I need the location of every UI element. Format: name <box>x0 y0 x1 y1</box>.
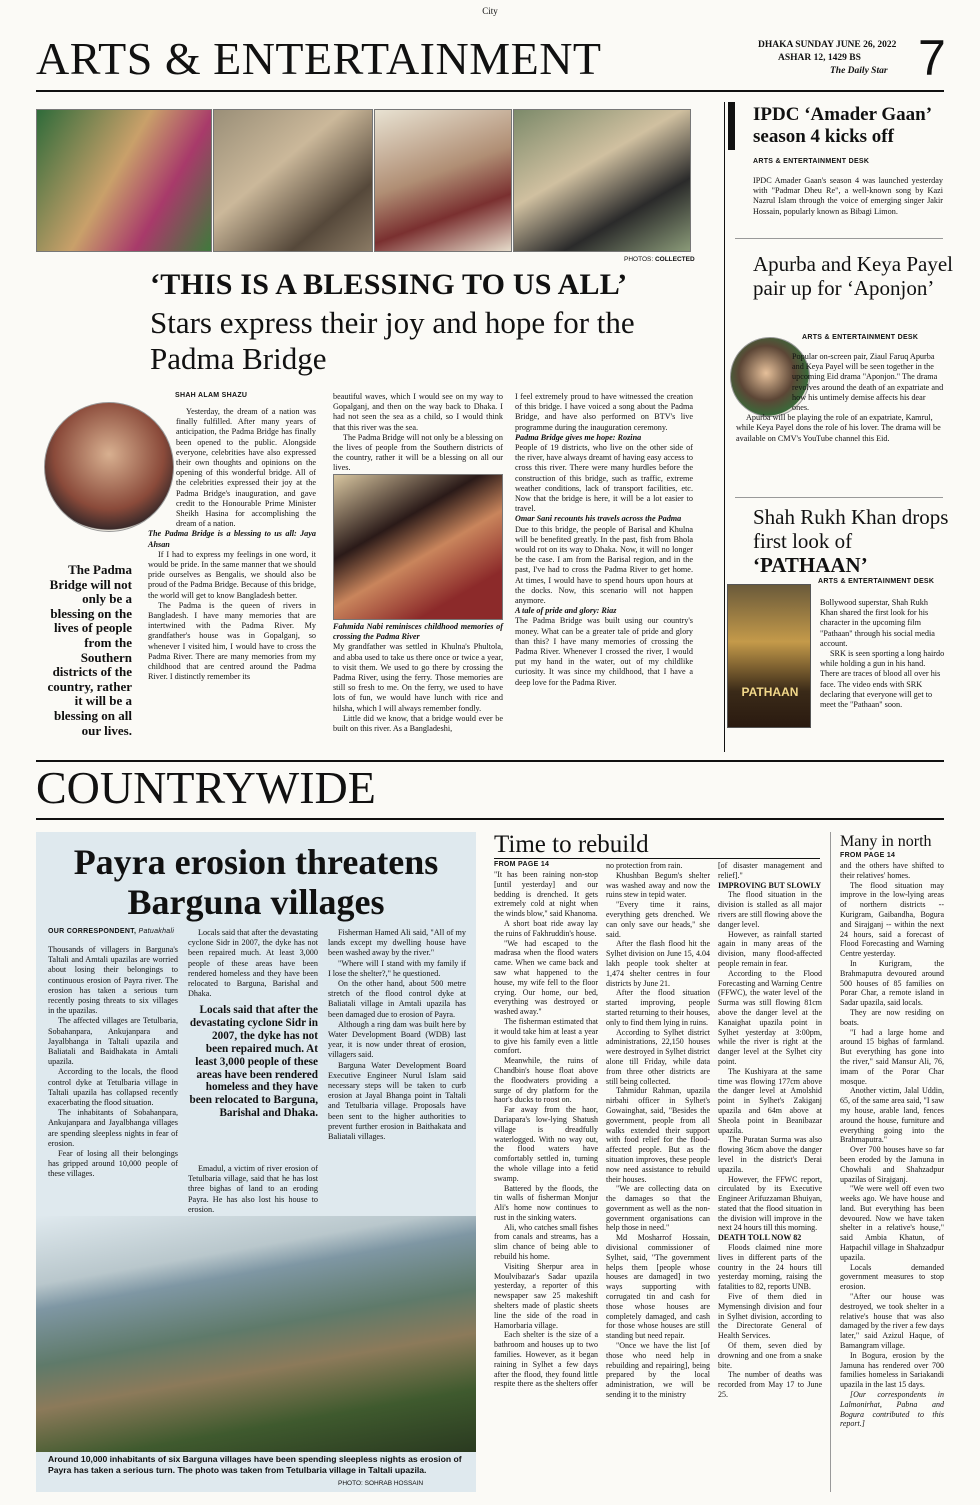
lead-col2-para: The Padma Bridge will not only be a blessing on the lives of people from the Southern districts of the country, rather it will be a blessing on all our lives. <box>333 432 503 473</box>
north-para: In Kurigram, the Brahmaputra devoured around 500 houses of 85 families on Porar Char, a remote island in Sadar upazila, said locals. <box>840 958 944 1008</box>
lead-col1-para: The Padma is the queen of rivers in Bangladesh. I have many memories that are intertwined with the Padma River. My grandfather's house was in Gopalganj, so whenever I visited him, I would have to cross the Padma River. There are many memories from my childhood that are centred around the Padma River. I distinctly remember its <box>148 600 316 682</box>
payra-para: According to the locals, the flood control dyke at Tetulbaria village in Taltali upazila has collapsed recently exacerbating the flood situation. <box>48 1067 178 1108</box>
fahmida-nabi-photo <box>333 474 503 620</box>
north-para: and the others have shifted to their relatives' homes. <box>840 861 944 880</box>
payra-para: Locals said that after the devastating cyclone Sidr in 2007, the dyke has not been repaired much. At least 3,000 people of these areas have been rendered homeless and they have been relocated to Barguna, Barishal and Dhaka. <box>188 928 318 999</box>
aponjon-para: Apurba will be playing the role of an expatriate, Kamrul, while Keya Payel dons the role of his lover. The drama will be available on CMV's YouTube channel this Eid. <box>736 413 941 443</box>
pathaan-headline-b: ‘PATHAAN’ <box>753 553 868 577</box>
lead-col2-para: My grandfather was settled in Khulna's Phultola, and abba used to take us there once or twice a year, to visit them. We used to go there by crossing the Padma River, using the ferry. Those memories are still so fresh to me. On the ferry, we used to have lots of fun, we would have lunch with rice and hilsha, which I will always remember fondly. <box>333 642 503 713</box>
north-column <box>840 861 944 1429</box>
north-para: The flood situation may improve in the low-lying areas of northern districts -- Kurigram, Gaibandha, Bogura and Sirajganj -- within the next 24 hours, said a forecast of Flood Forecasting and Warning Centre yesterday. <box>840 880 944 959</box>
rebuild-para: Tahmidur Rahman, upazila nirbahi officer in Sylhet's Gowainghat, said, "Besides the government, people from all walks extended their support with food relief for the flood-affected people. But as the situation improves, these people now need assistance to rebuild their houses. <box>606 1086 710 1184</box>
lead-byline: SHAH ALAM SHAZU <box>175 392 248 399</box>
lead-col3-para: People of 19 districts, who live on the other side of the river, have always dreamt of having easy access to cross this river. There were many hurdles before the construction of this bridge, such as traffic, extreme weather conditions, lack of transport facilities, etc. Now that the bridge is here, it will be a lot easier to travel. <box>515 443 693 514</box>
section-title: ARTS & ENTERTAINMENT <box>36 33 602 84</box>
aponjon-byline: ARTS & ENTERTAINMENT DESK <box>802 334 919 341</box>
rebuild-column-1 <box>494 870 598 1389</box>
payra-byline-place: Patuakhali <box>138 928 175 935</box>
celebrity-photo-2 <box>213 109 373 252</box>
rebuild-para: However, as rainfall started again in many areas of the division, many flood-affected people remain in fear. <box>718 929 822 968</box>
lead-subhead: Stars express their joy and hope for the Padma Bridge <box>150 305 635 376</box>
payra-para: The inhabitants of Sobahanpara, Ankujanpara and Jayalbhanga villages are spending sleepless nights in fear of erosion. <box>48 1108 178 1148</box>
aponjon-body <box>736 352 944 444</box>
rebuild-headline: Time to rebuild <box>494 831 649 858</box>
lead-col3-subhead: A tale of pride and glory: Riaz <box>515 606 617 616</box>
payra-column-2b <box>188 1164 318 1215</box>
payra-column-1 <box>48 945 178 1180</box>
rebuild-para: no protection from rain. <box>606 861 683 870</box>
rebuild-column-3 <box>718 861 822 1400</box>
poster-title: PATHAAN <box>741 685 799 699</box>
lead-col3-para: I feel extremely proud to have witnessed the creation of this bridge. I have voiced a song about the Padma Bridge, and have also performed on BTV's live programme during the inauguration ceremony. <box>515 392 693 432</box>
lead-column-1 <box>148 407 316 682</box>
north-para: "We were well off even two weeks ago. We have house and land. But everything has been devoured. Now we have taken shelter in a relative's house," said Ambia Khatun, of Hatpachil village in Shahzadpur upazila. <box>840 1184 944 1262</box>
pathaan-poster <box>727 584 811 728</box>
payra-column-3 <box>328 928 466 1142</box>
payra-para: Fear of losing all their belongings has gripped around 10,000 people of these villages. <box>48 1149 178 1179</box>
rebuild-para: Far away from the haor, Dariapara's low-lying Shatush village is dreadfully waterlogged. With no way out, the flood waters have comfortably settled in, turning the whole village into a fetid swamp. <box>494 1105 598 1183</box>
north-para: Locals demanded government measures to stop erosion. <box>840 1262 944 1292</box>
rebuild-column-2 <box>606 861 710 1400</box>
photo-credit <box>624 256 695 263</box>
rebuild-para: Khushban Begum's shelter was washed away and now the ruins stew in tepid water. <box>606 870 710 900</box>
lead-col1-para: Yesterday, the dream of a nation was finally fulfilled. After many years of anticipation, the Padma Bridge has finally been opened to the public. Alongside everyone, celebrities have also expressed their own thoughts and opinions on the opening of this wonderful bridge. All of the celebrities expressed their joy at the Padma Bridge's inauguration, and gave credit to the Honourable Prime Minister Sheikh Hasina for accomplishing the dream of a nation. <box>176 407 316 529</box>
pathaan-byline: ARTS & ENTERTAINMENT DESK <box>818 578 935 585</box>
rebuild-rule <box>494 858 820 859</box>
rebuild-para: The flood situation in the division is stalled as all major rivers are still flowing above the danger level. <box>718 890 822 929</box>
lead-col2-para: beautiful waves, which I would see on my way to Gopalganj, and then on the way back to Dhaka. I had not seen the sea as a child, so I would think that this river was the sea. <box>333 392 503 432</box>
sidebar-top-bar <box>728 102 735 150</box>
lead-col3-subhead: Padma Bridge gives me hope: Rozina <box>515 432 642 442</box>
celebrity-photo-4 <box>513 109 691 252</box>
header-rule <box>36 90 944 92</box>
north-para: Another victim, Jalal Uddin, 65, of the same area said, "I saw my house, arable land, fences around the house, furniture and everything going into the Brahmaputra." <box>840 1086 944 1145</box>
rebuild-para: Of them, seven died by drowning and one from a snake bite. <box>718 1341 822 1370</box>
photo-credit-name: COLLECTED <box>654 256 695 263</box>
north-para: They are now residing on boats. <box>840 1007 944 1027</box>
rebuild-para: The fisherman estimated that it would take him at least a year to give his family even a little comfort. <box>494 1016 598 1056</box>
erosion-photo-credit: PHOTO: SOHRAB HOSSAIN <box>338 1480 424 1487</box>
rebuild-para: The Puratan Surma was also flowing 36cm above the danger level in the district's Derai upazila. <box>718 1135 822 1174</box>
rebuild-para: Floods claimed nine more lives in different parts of the country in the 24 hours till yesterday morning, raising the fatalities to 82, reports UNB. <box>718 1243 822 1292</box>
rebuild-para: Five of them died in Mymensingh division and four in Sylhet division, according to the Directorate General of Health Services. <box>718 1292 822 1341</box>
payra-headline: Payra erosion threatens Barguna villages <box>73 842 439 922</box>
rebuild-para: The Kushiyara at the same time was flowing 177cm above the danger level at Amolshid point in Sylhet's Zakiganj upazila and 64m above at Sheola point in Beanibazar upazila. <box>718 1066 822 1135</box>
payra-byline-name: OUR CORRESPONDENT, <box>48 928 137 935</box>
north-para: "After our house was destroyed, we took shelter in a relative's house that was also damaged by the river a few days later," said Azizul Haque, of Bamangram village. <box>840 1292 944 1351</box>
lead-column-2b <box>333 622 503 734</box>
rebuild-para: Visiting Sherpur area in Moulvibazar's Sadar upazila yesterday, a reporter of this newspaper saw 25 makeshift shelters made of plastic sheets line the side of the road in Hamorbaria village. <box>494 1261 598 1330</box>
payra-para: Fisherman Hamed Ali said, "All of my lands except my dwelling house have been washed away by the river." <box>328 928 466 958</box>
rebuild-para: The number of deaths was recorded from May 17 to June 25. <box>718 1370 822 1400</box>
rebuild-para: After the flood situation started improving, people started returning to their houses, only to find them lying in ruins. <box>606 988 710 1027</box>
lead-column-2 <box>333 392 503 474</box>
erosion-photo <box>36 1216 476 1452</box>
payra-para: Emadul, a victim of river erosion of Tetulbaria village, said that he has lost three bighas of land to an eroding Payra. He has also lost his house to erosion. <box>188 1164 318 1214</box>
rebuild-para: [of disaster management and relief]." <box>718 861 822 880</box>
rebuild-para: "We had escaped to the madrasa when the flood waters came. When we came back and saw what happened to the house, my wife fell to the floor crying. Our home, our bed, everything was destroyed or washed away." <box>494 938 598 1017</box>
rebuild-subhead: IMPROVING BUT SLOWLY <box>718 880 822 890</box>
rebuild-para: Battered by the floods, the tin walls of fisherman Monjur Ali's home now continues to rust in the sinking waters. <box>494 1183 598 1222</box>
lead-col2-para: Little did we know, that a bridge would ever be built on this river. As a Bangladeshi, <box>333 713 503 734</box>
payra-para: Barguna Water Development Board Executive Engineer Nurul Islam said necessary steps will be taken to curb erosion at Jayal Bhanga point in Taltali and Tetulbaria village. Proposals have been sent to the higher authorities to prevent further erosion in Baithakata and Baliatali villages. <box>328 1060 466 1142</box>
sidebar-rule <box>735 497 943 498</box>
rebuild-para: According to Sylhet district administrations, 22,150 houses were destroyed in Sylhet district alone till Friday, while data from three other districts are still being collected. <box>606 1027 710 1086</box>
payra-pullquote: Locals said that after the devastating cyclone Sidr in 2007, the dyke has not been repaired much. At least 3,000 people of these areas have been rendered homeless and they have been relocated to Barguna, Barishal and Dhaka. <box>189 1004 318 1120</box>
erosion-caption: Around 10,000 inhabitants of six Barguna villages have been spending sleepless nights as erosion of Payra has taken a serious turn. The photo was taken from Tetulbaria village in Taltali upazila. <box>48 1454 462 1475</box>
sidebar-rule <box>735 238 943 239</box>
pathaan-headline <box>753 505 953 577</box>
lead-col1-subhead: The Padma Bridge is a blessing to us all: Jaya Ahsan <box>148 529 316 549</box>
pathaan-body <box>820 598 946 710</box>
lead-col3-subhead: Omar Sani recounts his travels across the Padma <box>515 514 682 524</box>
sidebar-divider <box>724 102 725 752</box>
countrywide-title: COUNTRYWIDE <box>36 762 376 813</box>
payra-byline <box>48 928 174 935</box>
countrywide-bottom-rule <box>36 818 944 820</box>
celebrity-photo-1 <box>36 109 212 252</box>
ipdc-headline: IPDC ‘Amader Gaan’ season 4 kicks off <box>753 104 931 147</box>
north-headline: Many in north <box>840 833 932 850</box>
pathaan-para: Bollywood superstar, Shah Rukh Khan shared the first look for his character in the upcoming film "Pathaan" through his social media account. <box>820 598 935 648</box>
lead-col2-subhead: Fahmida Nabi reminisces childhood memories of crossing the Padma River <box>333 622 503 642</box>
ipdc-body: IPDC Amader Gaan's season 4 was launched yesterday with "Padmar Dheu Re", a well-known song by Kazi Nazrul Islam through the voice of emerging singer Jakir Hossain, popularly known as Bibagi Limon. <box>753 176 943 216</box>
north-para: "I had a large home and around 15 bighas of farmland. But everything has gone into the river," said Mansur Ali, 76, imam of the Porar Char mosque. <box>840 1027 944 1086</box>
lead-col1-para: If I had to express my feelings in one word, it would be pride. In the same manner that we should pride ourselves as Bengalis, we should also be proud of the Padma Bridge. Because of this bridge, the world will get to know Bangladesh better. <box>148 549 316 600</box>
aponjon-headline: Apurba and Keya Payel pair up for ‘Aponjon’ <box>753 252 954 300</box>
rebuild-para: "It has been raining non-stop [until yesterday] and our bedding is drenched. It gets extremely cold at night when the winds blow," said Khanoma. <box>494 870 598 919</box>
column-divider <box>830 832 831 1492</box>
payra-para: On the other hand, about 500 metre stretch of the flood control dyke at Baliatali village in Amtali upazila has been damaged due to erosion of Payra. <box>328 979 466 1019</box>
aponjon-para: Popular on-screen pair, Ziaul Faruq Apurba and Keya Payel will be seen together in the upcoming Eid drama "Aponjon." The drama revolves around the death of an expatriate and how his untimely demise affects his dear ones. <box>792 352 944 413</box>
rebuild-para: Ali, who catches small fishes from canals and streams, has a slim chance of being able to rebuild his home. <box>494 1222 598 1262</box>
rebuild-from: FROM PAGE 14 <box>494 861 550 868</box>
page-number: 7 <box>918 30 946 86</box>
lead-column-3 <box>515 392 693 688</box>
north-para: Over 700 houses have so far been eroded by the Jamuna in Chowhali and Shahzadpur upazilas of Sirajganj. <box>840 1145 944 1184</box>
ipdc-byline: ARTS & ENTERTAINMENT DESK <box>753 158 870 165</box>
payra-para: Although a ring dam was built here by Water Development Board (WDB) last year, it is now under threat of erosion, villagers said. <box>328 1019 466 1060</box>
celebrity-photo-3 <box>374 109 512 252</box>
payra-para: Thousands of villagers in Barguna's Taltali and Amtali upazilas are worried about losing their belongings to continuous erosion of Payra river. The erosion has taken a serious turn recently posing threats to six villages in the upazilas. <box>48 945 178 1016</box>
north-credit: [Our correspondents in Lalmonirhat, Pabna and Bogura contributed to this report.] <box>840 1390 944 1429</box>
north-from: FROM PAGE 14 <box>840 852 896 859</box>
lead-pullquote: The Padma Bridge will not only be a blessing on the lives of people from the Southern districts of the country, rather it will be a blessing on all our lives. <box>47 562 132 738</box>
rebuild-para: Meanwhile, the ruins of Chandbin's house float above the floodwaters providing a surge of dry platform for the haor's ducks to roost on. <box>494 1056 598 1105</box>
lead-headline: ‘THIS IS A BLESSING TO US ALL’ <box>150 268 628 301</box>
lead-col3-para: The Padma Bridge was built using our country's money. What can be a greater tale of pride and glory than this? I have many memories of crossing the Padma River. Whenever I crossed the river, I would put my hand in the water, out of my childlike curiosity. It was since my childhood, that I have a deep love for the Padma River. <box>515 616 693 687</box>
photo-credit-label: PHOTOS: <box>624 256 654 263</box>
payra-para: "Where will I stand with my family if I lose the shelter?," he questioned. <box>328 958 466 978</box>
rebuild-para: According to the Flood Forecasting and Warning Centre (FFWC), the water level of the Surma was still flowing 81cm above the danger level at the Kanaighat upazila point in Sylhet yesterday at 3:00pm, while the river is right at the danger level at the Sylhet city point. <box>718 968 822 1066</box>
north-para: In Bogura, erosion by the Jamuna has rendered over 700 families homeless in Sariakandi upazila in the last 15 days. <box>840 1350 944 1390</box>
lead-col3-para: Due to this bridge, the people of Barisal and Khulna will be benefited greatly. In the past, fish from Bhola would rot on its way to Dhaka. Now, it will no longer be the case. I am from the Barisal region, and in the past, I've had to cross the Padma River to get home. At times, I would have to spend hours upon hours at the docks. Now, this scenario will not happen anymore. <box>515 524 693 606</box>
rebuild-subhead: DEATH TOLL NOW 82 <box>718 1233 802 1243</box>
section-label: City <box>482 6 498 16</box>
rebuild-para: After the flash flood hit the Sylhet division on June 15, 4.04 lakh people took shelter at 1,474 shelter centres in four districts by June 21. <box>606 939 710 988</box>
date-line: DHAKA SUNDAY JUNE 26, 2022 <box>758 40 897 50</box>
rebuild-para: Each shelter is the size of a bathroom and houses up to two families. However, as it began raining in Sylhet a few days after the flood, they found little respite there as the shelters offer <box>494 1330 598 1389</box>
pathaan-headline-a: Shah Rukh Khan drops first look of <box>753 505 949 553</box>
payra-para: The affected villages are Tetulbaria, Sobahanpara, Ankujanpara and Jayalbhanga in Taltali upazila and Baliatali and Baidhakata in Amtali upazila. <box>48 1016 178 1067</box>
pathaan-para: SRK is seen sporting a long hairdo while holding a gun in his hand. There are traces of blood all over his face. The video ends with SRK declaring that everyone will get to meet the "Pathaan" soon. <box>820 649 945 710</box>
rebuild-para: Md Mosharrof Hossain, divisional commissioner of Sylhet, said, "The government helps them [people whose houses are damaged] in two ways supporting with corrugated tin and cash for those whose houses are completely damaged, and cash for those whose houses are still standing but need repair. <box>606 1233 710 1341</box>
bangla-date: ASHAR 12, 1429 BS <box>778 53 861 63</box>
rebuild-para: A short boat ride away lay the ruins of Fakhruddin's house. <box>494 918 598 938</box>
payra-column-2 <box>188 928 318 999</box>
rebuild-para: However, the FFWC report, circulated by its Executive Engineer Arifuzzaman Bhuiyan, stated that the flood situation in the division will improve in the next 24 hours till this morning. <box>718 1174 822 1233</box>
masthead-logo: The Daily Star <box>830 66 888 76</box>
rebuild-para: "Every time it rains, everything gets drenched. We can only save our heads," she said. <box>606 900 710 939</box>
rebuild-para: "Once we have the list [of those who need help in rebuilding and repairing], being prepared by the local administration, we will be sending it to the ministry <box>606 1341 710 1400</box>
rebuild-para: "We are collecting data on the damages so that the government as well as the non-government organisations can help those in need." <box>606 1184 710 1233</box>
